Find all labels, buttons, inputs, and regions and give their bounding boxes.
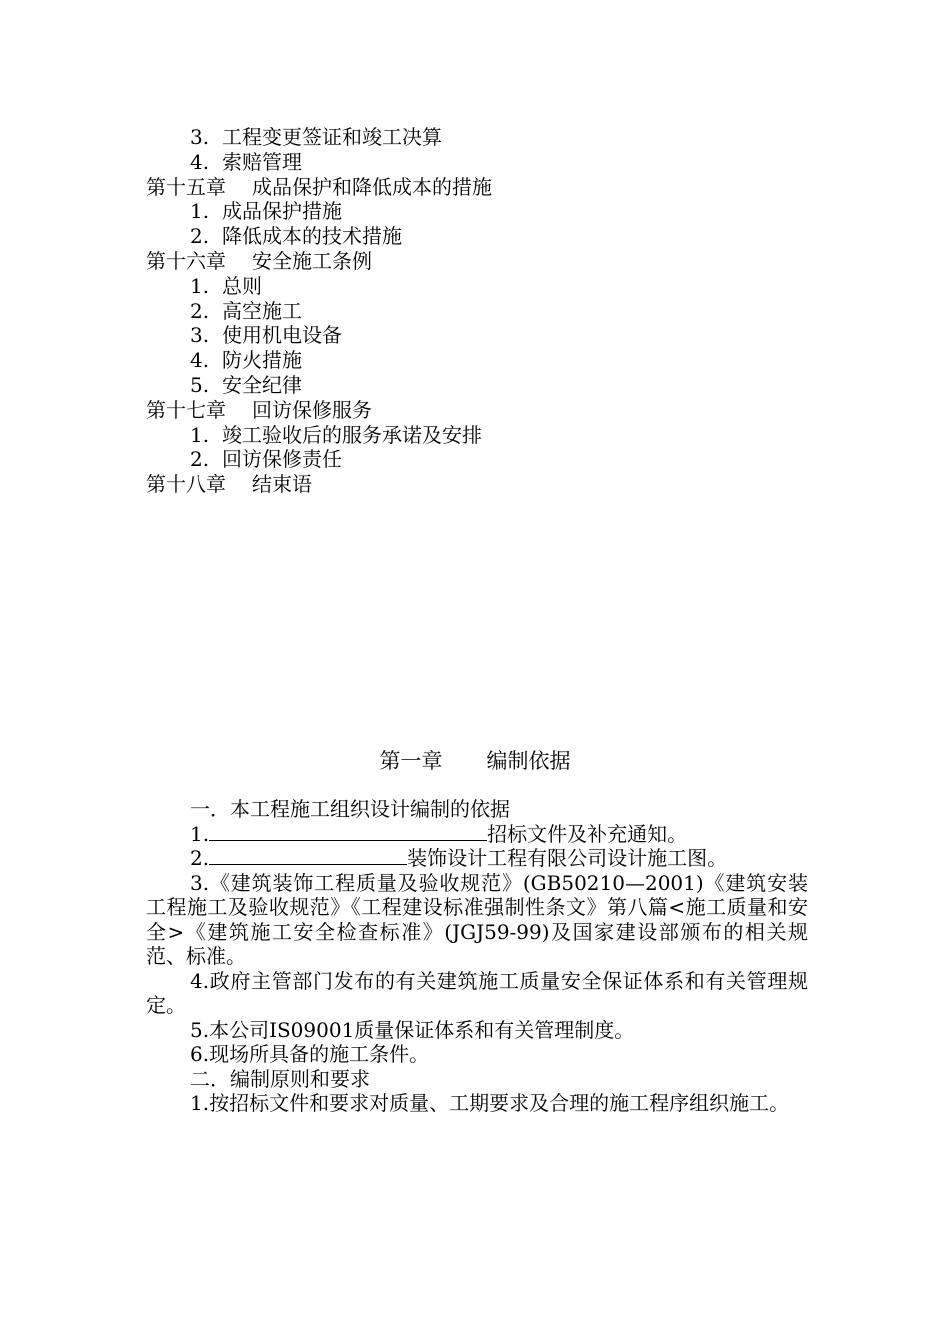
toc-chapter (146, 398, 826, 423)
toc-number: 1. (190, 422, 210, 447)
toc-text: 降低成本的技术措施 (222, 224, 402, 249)
basis-item-2: 2. 装饰设计工程有限公司设计施工图。 (190, 846, 728, 870)
toc-item (146, 224, 826, 249)
toc-number: 第十六章 (146, 248, 226, 273)
toc-chapter (146, 175, 826, 200)
toc-item (146, 447, 826, 472)
toc-chapter (146, 249, 826, 274)
blank-line (209, 822, 487, 841)
chapter-name: 编制依据 (486, 749, 571, 773)
basis-item-1: 1. 招标文件及补充通知。 (190, 821, 688, 846)
principle-item-1: 1.按招标文件和要求对质量、工期要求及合理的施工程序组织施工。 (190, 1091, 790, 1115)
table-of-contents (146, 125, 826, 497)
toc-text: 安全施工条例 (252, 248, 372, 273)
toc-text: 回访保修责任 (222, 447, 342, 472)
toc-number: 第十八章 (146, 472, 226, 497)
toc-number: 2. (190, 224, 210, 249)
toc-item (146, 323, 826, 348)
toc-text: 索赔管理 (222, 149, 302, 174)
toc-item (146, 299, 826, 324)
toc-item (146, 274, 826, 299)
toc-text: 工程变更签证和竣工决算 (222, 125, 442, 149)
toc-text: 安全纪律 (222, 372, 302, 397)
toc-text: 回访保修服务 (252, 397, 372, 422)
toc-number: 2. (190, 298, 210, 323)
basis-item-4: 4.政府主管部门发布的有关建筑施工质量安全保证体系和有关管理规定。 (146, 968, 808, 1017)
toc-number: 第十七章 (146, 397, 226, 422)
toc-number: 2. (190, 447, 210, 472)
basis-item-6: 6.现场所具备的施工条件。 (190, 1042, 430, 1066)
toc-number: 5. (190, 372, 210, 397)
toc-text: 总则 (222, 273, 262, 298)
toc-number: 第十五章 (146, 174, 226, 199)
toc-text: 竣工验收后的服务承诺及安排 (222, 422, 482, 447)
toc-text: 成品保护和降低成本的措施 (252, 174, 492, 199)
toc-number: 4. (190, 149, 210, 174)
toc-item (146, 373, 826, 398)
basis-item-5: 5.本公司IS09001质量保证体系和有关管理制度。 (190, 1017, 635, 1042)
toc-text: 成品保护措施 (222, 199, 342, 224)
blank-line (209, 846, 407, 865)
toc-item (146, 150, 826, 175)
toc-item (146, 199, 826, 224)
section-heading-principles: 二．编制原则和要求 (190, 1066, 370, 1091)
toc-text: 高空施工 (222, 298, 302, 323)
chapter-title (0, 746, 950, 776)
toc-text: 结束语 (252, 472, 312, 497)
toc-text: 防火措施 (222, 348, 302, 373)
toc-number: 4. (190, 348, 210, 373)
toc-text: 使用机电设备 (222, 323, 342, 348)
toc-chapter (146, 472, 826, 497)
toc-number: 1. (190, 273, 210, 298)
toc-item (146, 125, 826, 150)
basis-item-3: 3.《建筑装饰工程质量及验收规范》(GB50210—2001)《建筑安装工程施工及验收规范》《工程建设标准强制性条文》第八篇<施工质量和安全>《建筑施工安全检查标准》(JGJ59-99)及国家建设部颁布的相关规范、标准。 (146, 870, 808, 968)
toc-number: 1. (190, 199, 210, 224)
toc-number: 3. (190, 323, 210, 348)
toc-item (146, 348, 826, 373)
toc-item (146, 423, 826, 448)
chapter-body (146, 797, 808, 1116)
chapter-label: 第一章 (379, 749, 443, 773)
section-heading-basis: 一．本工程施工组织设计编制的依据 (190, 797, 510, 821)
toc-number: 3. (190, 125, 210, 149)
